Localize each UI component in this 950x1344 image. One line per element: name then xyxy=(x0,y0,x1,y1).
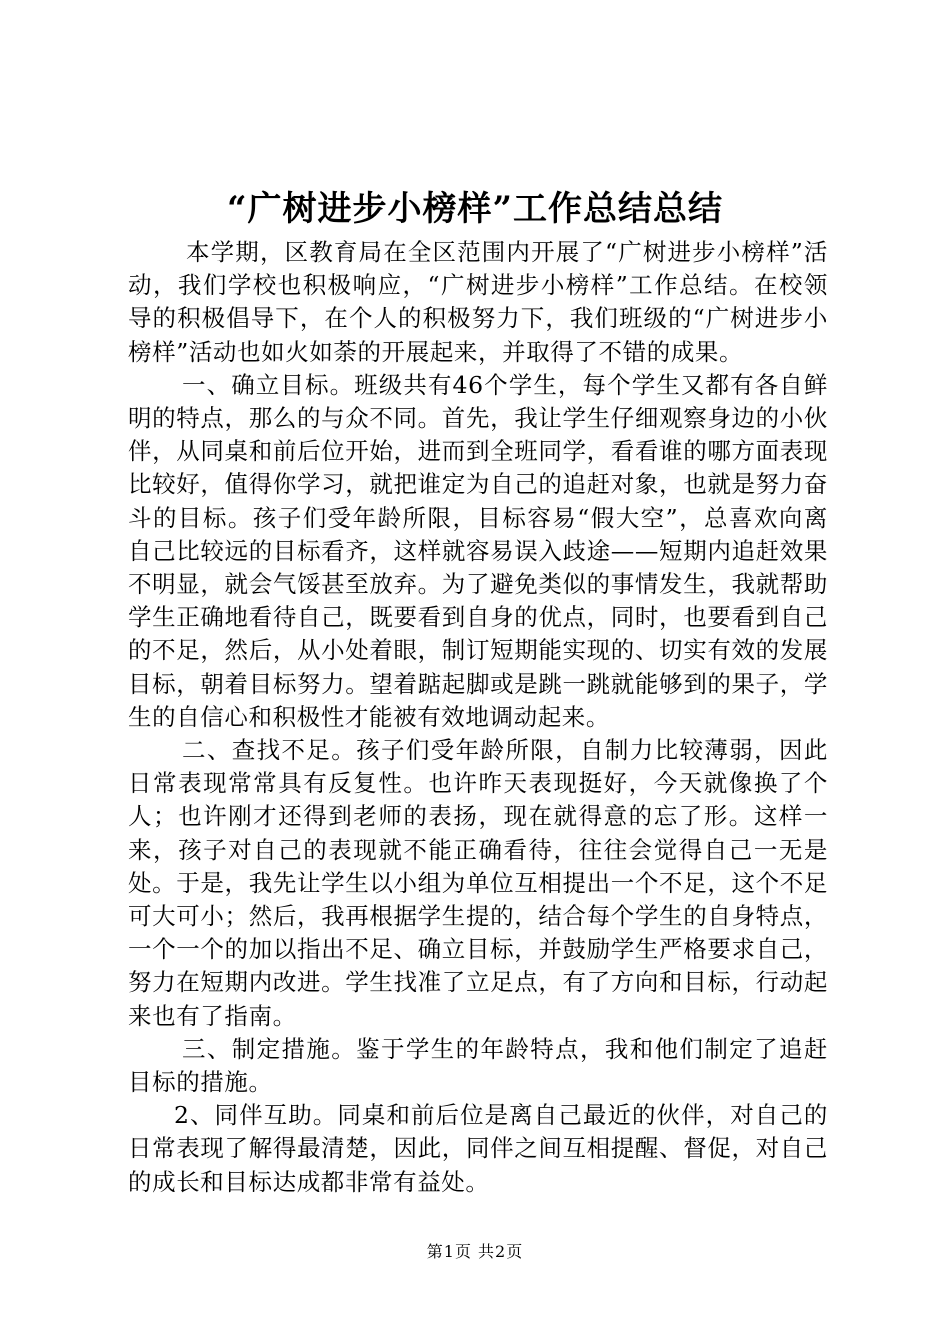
paragraph-find-shortcomings: 二、查找不足。孩子们受年龄所限，自制力比较薄弱，因此日常表现常常具有反复性。也许昨天表现挺好，今天就像换了个人；也许刚才还得到老师的表扬，现在就得意的忘了形。这样一来，孩子对自己的表现就不能正确看待，往往会觉得自己一无是处。于是，我先让学生以小组为单位互相提出一个不足，这个不足可大可小；然后，我再根据学生提的，结合每个学生的自身特点，一个一个的加以指出不足、确立目标，并鼓励学生严格要求自己，努力在短期内改进。学生找准了立足点，有了方向和目标，行动起来也有了指南。 xyxy=(128,736,828,1030)
paragraph-measures: 三、制定措施。鉴于学生的年龄特点，我和他们制定了追赶目标的措施。 xyxy=(128,1034,828,1097)
paragraph-set-goals: 一、确立目标。班级共有46个学生，每个学生又都有各自鲜明的特点，那么的与众不同。首先，我让学生仔细观察身边的小伙伴，从同桌和前后位开始，进而到全班同学，看看谁的哪方面表现比较好，值得你学习，就把谁定为自己的追赶对象，也就是努力奋斗的目标。孩子们受年龄所限，目标容易“假大空”，总喜欢向离自己比较远的目标看齐，这样就容易误入歧途——短期内追赶效果不明显，就会气馁甚至放弃。为了避免类似的事情发生，我就帮助学生正确地看待自己，既要看到自身的优点，同时，也要看到自己的不足，然后，从小处着眼，制订短期能实现的、切实有效的发展目标，朝着目标努力。望着踮起脚或是跳一跳就能够到的果子，学生的自信心和积极性才能被有效地调动起来。 xyxy=(128,370,828,731)
document-title: “广树进步小榜样”工作总结总结 xyxy=(226,189,724,229)
document-body xyxy=(128,236,828,1199)
paragraph-intro: 本学期，区教育局在全区范围内开展了“广树进步小榜样”活动，我们学校也积极响应，“广树进步小榜样”工作总结。在校领导的积极倡导下，在个人的积极努力下，我们班级的“广树进步小榜样”活动也如火如荼的开展起来，并取得了不错的成果。 xyxy=(128,238,828,366)
page-footer: 第1页 共2页 xyxy=(426,1242,524,1261)
paragraph-peer-help: 2、同伴互助。同桌和前后位是离自己最近的伙伴，对自己的日常表现了解得最清楚，因此，同伴之间互相提醒、督促，对自己的成长和目标达成都非常有益处。 xyxy=(128,1101,828,1196)
